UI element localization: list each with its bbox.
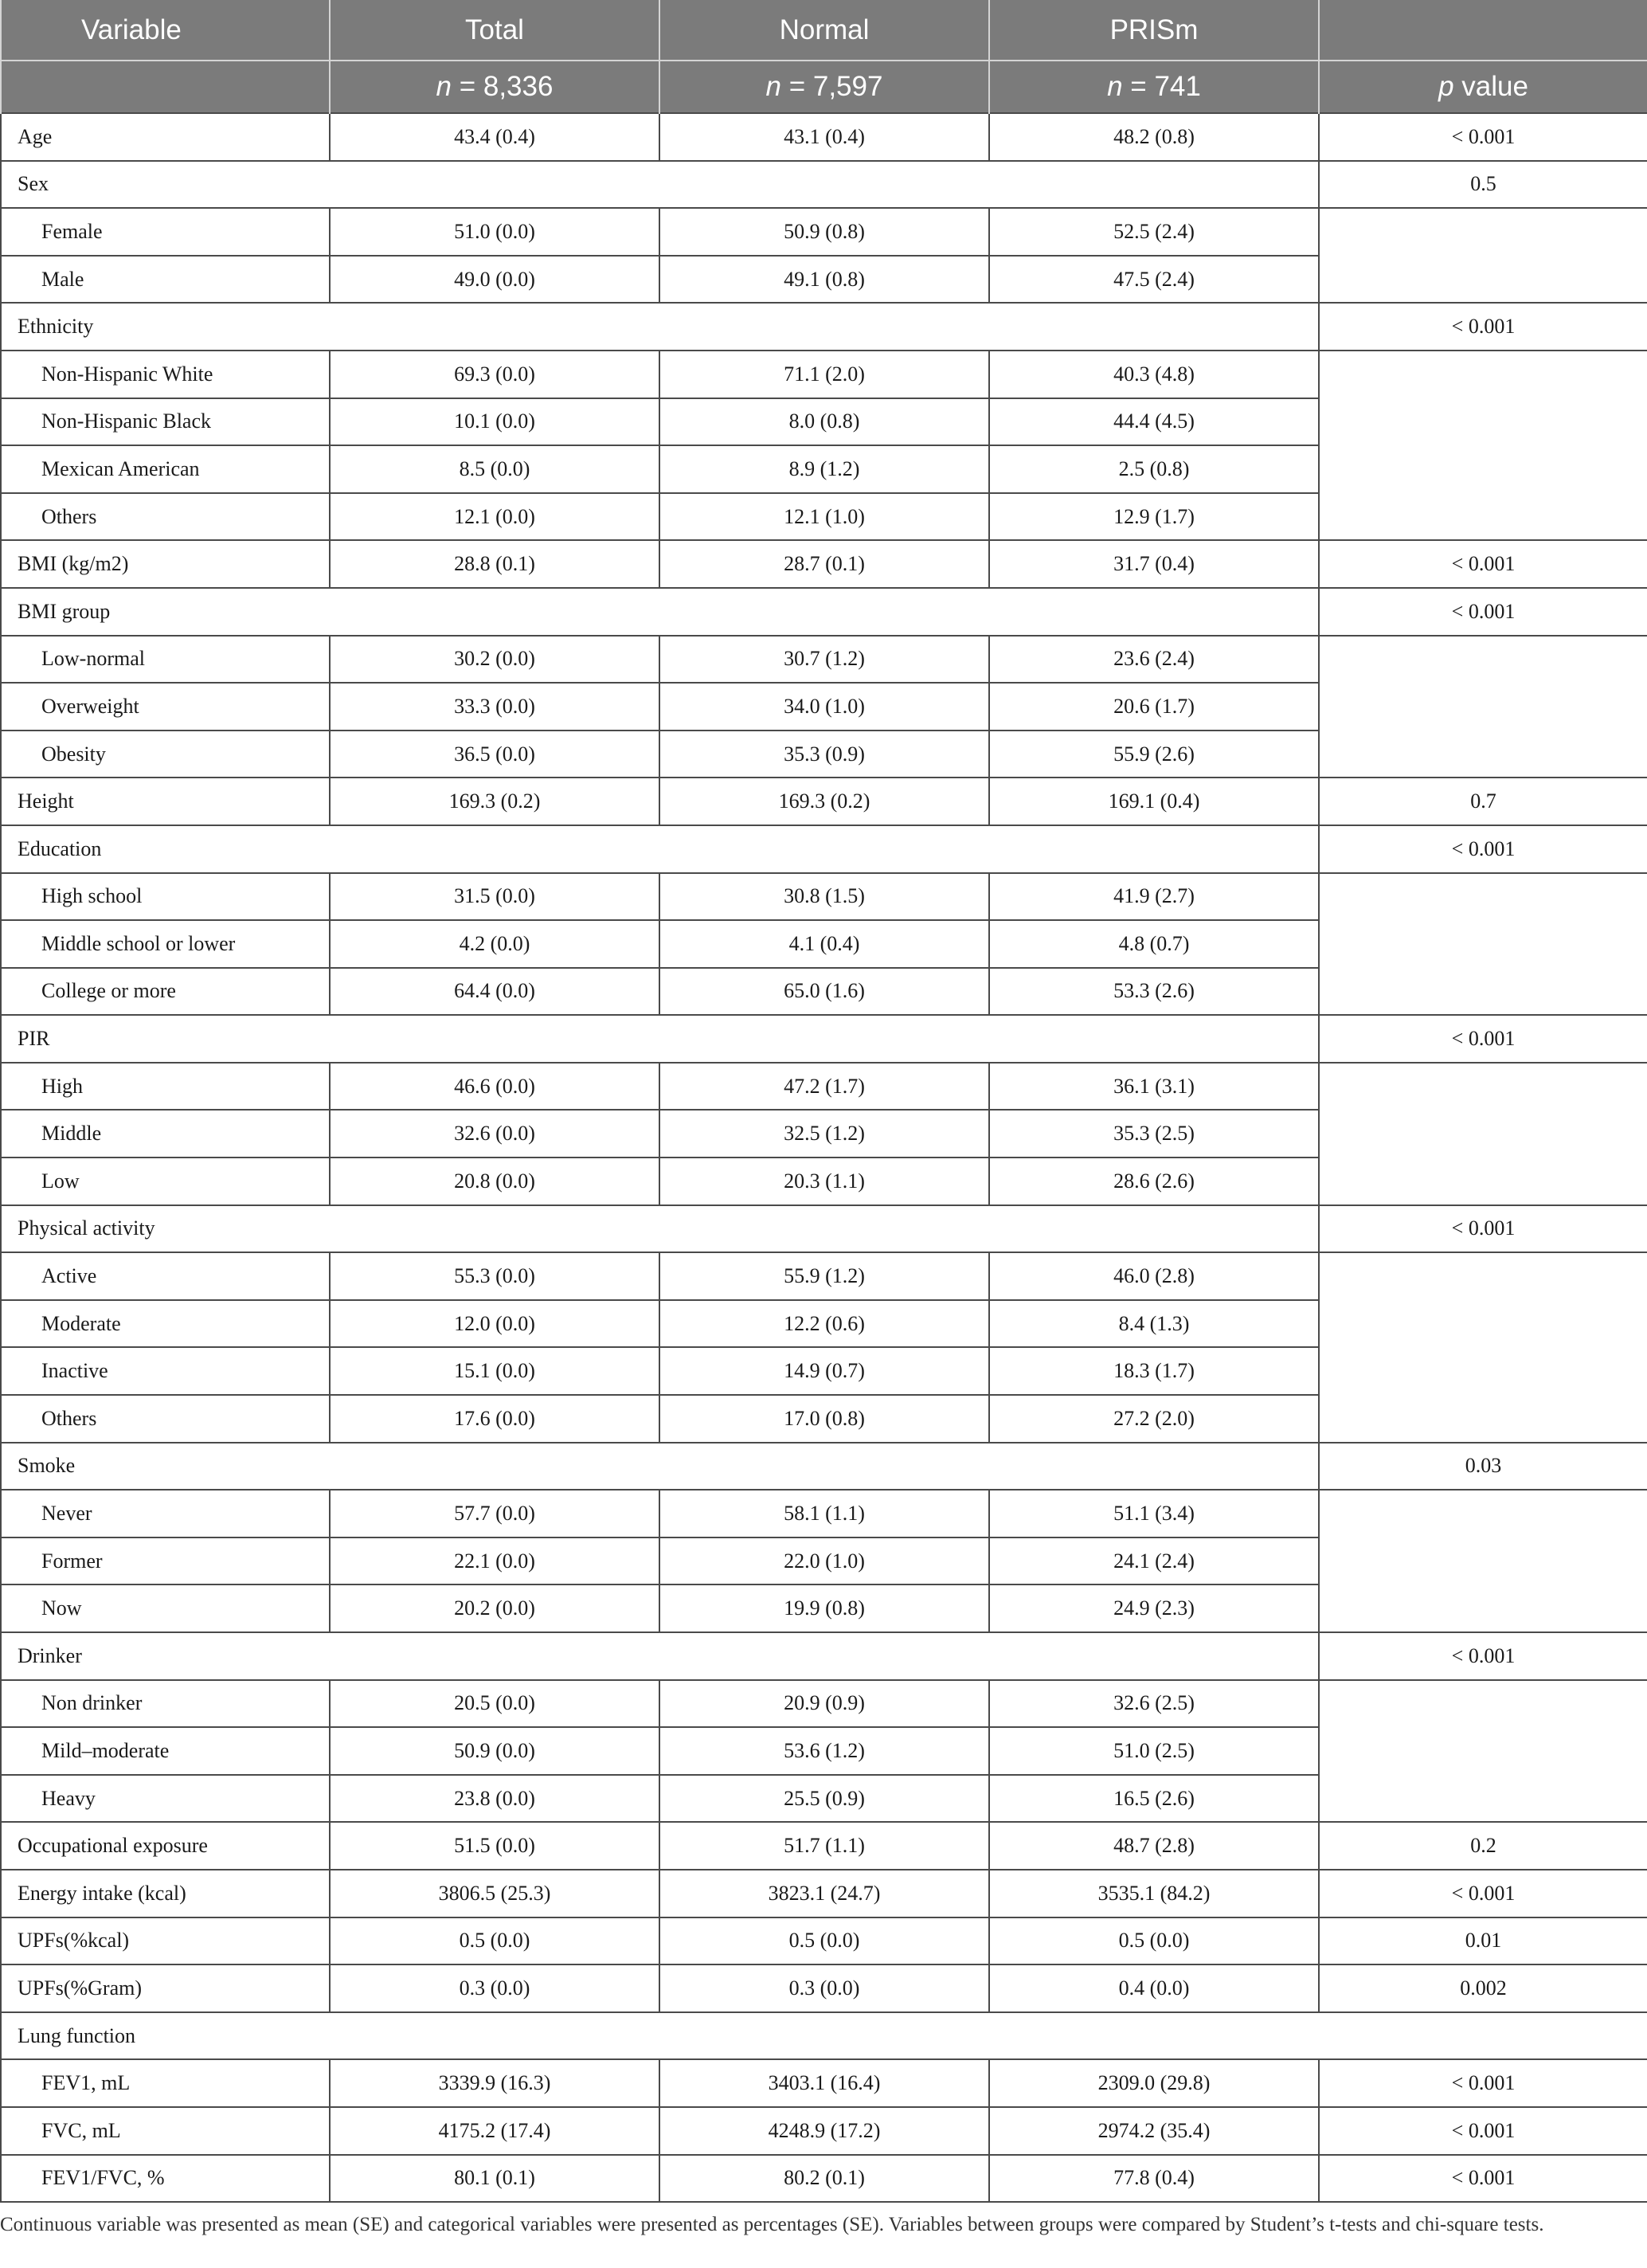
total-cell: 30.2 (0.0) [330,636,659,684]
table-row [1,1110,1647,1158]
row-label: Active [1,1252,330,1300]
p-value-cell: < 0.001 [1319,540,1647,588]
normal-cell: 3823.1 (24.7) [659,1870,989,1917]
total-cell: 17.6 (0.0) [330,1395,659,1443]
group-spacer [330,1015,1319,1063]
table-row [1,1964,1647,2012]
normal-cell: 8.0 (0.8) [659,398,989,446]
table-row [1,540,1647,588]
total-cell: 3339.9 (16.3) [330,2059,659,2107]
normal-cell: 32.5 (1.2) [659,1110,989,1158]
table-row [1,303,1647,351]
table-row [1,1158,1647,1205]
row-label: Male [1,256,330,304]
normal-cell: 17.0 (0.8) [659,1395,989,1443]
table-row [1,113,1647,161]
table-row [1,1727,1647,1775]
total-cell: 32.6 (0.0) [330,1110,659,1158]
row-label: UPFs(%Gram) [1,1964,330,2012]
normal-cell: 169.3 (0.2) [659,778,989,825]
table-row [1,161,1647,209]
subheader-blank [1,61,330,113]
n-value: = 8,336 [451,71,554,102]
prism-cell: 16.5 (2.6) [989,1775,1319,1823]
p-value-cell-empty [1319,256,1647,304]
table-row [1,1443,1647,1490]
total-cell: 20.2 (0.0) [330,1584,659,1632]
p-value-cell-empty [1319,1395,1647,1443]
normal-cell: 47.2 (1.7) [659,1063,989,1110]
prism-cell: 2309.0 (29.8) [989,2059,1319,2107]
header-variable: Variable [1,0,330,61]
p-value-cell: < 0.001 [1319,113,1647,161]
row-label: Height [1,778,330,825]
row-label: BMI group [1,588,330,636]
prism-cell: 0.4 (0.0) [989,1964,1319,2012]
row-label: Non drinker [1,1680,330,1728]
table-row [1,1205,1647,1253]
prism-cell: 31.7 (0.4) [989,540,1319,588]
p-value-cell-empty [1319,1775,1647,1823]
table-row [1,2059,1647,2107]
p-value-cell: 0.03 [1319,1443,1647,1490]
row-label: Low [1,1158,330,1205]
row-label: Moderate [1,1300,330,1348]
row-label: BMI (kg/m2) [1,540,330,588]
row-label: Energy intake (kcal) [1,1870,330,1917]
normal-cell: 43.1 (0.4) [659,113,989,161]
prism-cell: 41.9 (2.7) [989,873,1319,921]
row-label: Overweight [1,683,330,731]
total-cell: 36.5 (0.0) [330,731,659,778]
p-value-cell: 0.2 [1319,1822,1647,1870]
normal-cell: 4248.9 (17.2) [659,2107,989,2155]
normal-cell: 4.1 (0.4) [659,920,989,968]
row-label: Age [1,113,330,161]
normal-cell: 50.9 (0.8) [659,208,989,256]
n-symbol: n [765,71,781,102]
header-prism: PRISm [989,0,1319,61]
prism-cell: 24.9 (2.3) [989,1584,1319,1632]
p-value-cell: < 0.001 [1319,303,1647,351]
table-row [1,445,1647,493]
row-label: High [1,1063,330,1110]
p-value-cell-empty [1319,920,1647,968]
total-cell: 22.1 (0.0) [330,1537,659,1585]
p-value-cell-empty [1319,1680,1647,1728]
group-spacer [330,1632,1319,1680]
n-symbol: n [1107,71,1123,102]
row-label: UPFs(%kcal) [1,1917,330,1965]
row-label: College or more [1,968,330,1016]
p-value-cell-empty [1319,636,1647,684]
row-label: FEV1/FVC, % [1,2155,330,2203]
normal-cell: 22.0 (1.0) [659,1537,989,1585]
total-cell: 3806.5 (25.3) [330,1870,659,1917]
row-label: Others [1,493,330,541]
row-label: PIR [1,1015,330,1063]
p-value-cell-empty [1319,1252,1647,1300]
prism-cell: 24.1 (2.4) [989,1537,1319,1585]
table-row [1,2107,1647,2155]
p-value-cell-empty [1319,208,1647,256]
normal-cell: 25.5 (0.9) [659,1775,989,1823]
total-cell: 49.0 (0.0) [330,256,659,304]
prism-cell: 3535.1 (84.2) [989,1870,1319,1917]
group-spacer [330,1205,1319,1253]
table-row [1,1252,1647,1300]
p-value-cell-empty [1319,493,1647,541]
prism-cell: 52.5 (2.4) [989,208,1319,256]
normal-cell: 20.3 (1.1) [659,1158,989,1205]
p-symbol: p [1438,71,1454,102]
row-label: Occupational exposure [1,1822,330,1870]
normal-cell: 28.7 (0.1) [659,540,989,588]
row-label: Drinker [1,1632,330,1680]
header-blank [1319,0,1647,61]
total-cell: 4.2 (0.0) [330,920,659,968]
prism-cell: 4.8 (0.7) [989,920,1319,968]
prism-cell: 51.0 (2.5) [989,1727,1319,1775]
p-value-cell: 0.5 [1319,161,1647,209]
p-value-cell: 0.01 [1319,1917,1647,1965]
normal-cell: 49.1 (0.8) [659,256,989,304]
row-label: FEV1, mL [1,2059,330,2107]
table-row [1,1917,1647,1965]
normal-cell: 8.9 (1.2) [659,445,989,493]
prism-cell: 46.0 (2.8) [989,1252,1319,1300]
total-cell: 51.0 (0.0) [330,208,659,256]
table-body [1,113,1647,2202]
total-cell: 46.6 (0.0) [330,1063,659,1110]
normal-cell: 12.2 (0.6) [659,1300,989,1348]
total-cell: 8.5 (0.0) [330,445,659,493]
prism-cell: 36.1 (3.1) [989,1063,1319,1110]
row-label: Middle [1,1110,330,1158]
row-label: Mexican American [1,445,330,493]
table-row [1,1300,1647,1348]
normal-cell: 0.5 (0.0) [659,1917,989,1965]
table-row [1,256,1647,304]
table-row [1,1632,1647,1680]
total-cell: 20.8 (0.0) [330,1158,659,1205]
row-label: Non-Hispanic White [1,351,330,398]
subheader-normal-n [659,61,989,113]
row-label: Sex [1,161,330,209]
normal-cell: 55.9 (1.2) [659,1252,989,1300]
prism-cell: 35.3 (2.5) [989,1110,1319,1158]
table-row [1,778,1647,825]
row-label: Lung function [1,2012,1647,2060]
table-row [1,873,1647,921]
row-label: Inactive [1,1347,330,1395]
table-row [1,920,1647,968]
prism-cell: 23.6 (2.4) [989,636,1319,684]
p-value-cell-empty [1319,1584,1647,1632]
row-label: Obesity [1,731,330,778]
table-row [1,351,1647,398]
prism-cell: 27.2 (2.0) [989,1395,1319,1443]
p-value-cell: < 0.001 [1319,2107,1647,2155]
table-header [1,0,1647,113]
p-value-cell-empty [1319,1300,1647,1348]
table-row [1,731,1647,778]
normal-cell: 80.2 (0.1) [659,2155,989,2203]
p-value-cell: 0.002 [1319,1964,1647,2012]
table-row [1,1395,1647,1443]
total-cell: 15.1 (0.0) [330,1347,659,1395]
table-row [1,1490,1647,1537]
p-value-cell: < 0.001 [1319,2155,1647,2203]
total-cell: 55.3 (0.0) [330,1252,659,1300]
table-row [1,1680,1647,1728]
normal-cell: 35.3 (0.9) [659,731,989,778]
p-value-cell-empty [1319,683,1647,731]
normal-cell: 65.0 (1.6) [659,968,989,1016]
p-label: value [1453,71,1528,102]
group-spacer [330,303,1319,351]
normal-cell: 53.6 (1.2) [659,1727,989,1775]
total-cell: 0.5 (0.0) [330,1917,659,1965]
prism-cell: 51.1 (3.4) [989,1490,1319,1537]
prism-cell: 32.6 (2.5) [989,1680,1319,1728]
row-label: Middle school or lower [1,920,330,968]
prism-cell: 53.3 (2.6) [989,968,1319,1016]
table-row [1,398,1647,446]
p-value-cell-empty [1319,351,1647,398]
table-row [1,2012,1647,2060]
p-value-cell: < 0.001 [1319,1205,1647,1253]
table-row [1,1775,1647,1823]
p-value-cell: < 0.001 [1319,825,1647,873]
table-row [1,208,1647,256]
normal-cell: 30.7 (1.2) [659,636,989,684]
p-value-cell: < 0.001 [1319,2059,1647,2107]
total-cell: 12.0 (0.0) [330,1300,659,1348]
subheader-total-n [330,61,659,113]
prism-cell: 55.9 (2.6) [989,731,1319,778]
p-value-cell-empty [1319,968,1647,1016]
header-total: Total [330,0,659,61]
p-value-cell-empty [1319,1158,1647,1205]
total-cell: 64.4 (0.0) [330,968,659,1016]
prism-cell: 8.4 (1.3) [989,1300,1319,1348]
table-row [1,1015,1647,1063]
prism-cell: 20.6 (1.7) [989,683,1319,731]
table-row [1,1584,1647,1632]
prism-cell: 40.3 (4.8) [989,351,1319,398]
prism-cell: 48.2 (0.8) [989,113,1319,161]
n-value: = 7,597 [780,71,883,102]
total-cell: 12.1 (0.0) [330,493,659,541]
normal-cell: 20.9 (0.9) [659,1680,989,1728]
total-cell: 31.5 (0.0) [330,873,659,921]
row-label: Low-normal [1,636,330,684]
group-spacer [330,588,1319,636]
p-value-cell-empty [1319,1490,1647,1537]
row-label: High school [1,873,330,921]
total-cell: 80.1 (0.1) [330,2155,659,2203]
p-value-cell-empty [1319,873,1647,921]
row-label: Never [1,1490,330,1537]
row-label: Former [1,1537,330,1585]
p-value-cell-empty [1319,398,1647,446]
total-cell: 69.3 (0.0) [330,351,659,398]
table-row [1,1870,1647,1917]
normal-cell: 30.8 (1.5) [659,873,989,921]
p-value-cell-empty [1319,731,1647,778]
normal-cell: 0.3 (0.0) [659,1964,989,2012]
total-cell: 23.8 (0.0) [330,1775,659,1823]
prism-cell: 44.4 (4.5) [989,398,1319,446]
row-label: Heavy [1,1775,330,1823]
total-cell: 10.1 (0.0) [330,398,659,446]
p-value-cell-empty [1319,1347,1647,1395]
prism-cell: 169.1 (0.4) [989,778,1319,825]
table-row [1,968,1647,1016]
p-value-cell: < 0.001 [1319,1632,1647,1680]
normal-cell: 3403.1 (16.4) [659,2059,989,2107]
table-row [1,1822,1647,1870]
total-cell: 50.9 (0.0) [330,1727,659,1775]
prism-cell: 2.5 (0.8) [989,445,1319,493]
table-row [1,1347,1647,1395]
n-value: = 741 [1122,71,1201,102]
prism-cell: 18.3 (1.7) [989,1347,1319,1395]
total-cell: 20.5 (0.0) [330,1680,659,1728]
p-value-cell-empty [1319,1063,1647,1110]
total-cell: 4175.2 (17.4) [330,2107,659,2155]
total-cell: 0.3 (0.0) [330,1964,659,2012]
row-label: FVC, mL [1,2107,330,2155]
total-cell: 28.8 (0.1) [330,540,659,588]
p-value-cell: 0.7 [1319,778,1647,825]
group-spacer [330,161,1319,209]
prism-cell: 2974.2 (35.4) [989,2107,1319,2155]
row-label: Smoke [1,1443,330,1490]
p-value-cell-empty [1319,1537,1647,1585]
prism-cell: 77.8 (0.4) [989,2155,1319,2203]
total-cell: 43.4 (0.4) [330,113,659,161]
table-row [1,588,1647,636]
subheader-prism-n [989,61,1319,113]
row-label: Others [1,1395,330,1443]
prism-cell: 12.9 (1.7) [989,493,1319,541]
table-row [1,636,1647,684]
p-value-cell: < 0.001 [1319,1870,1647,1917]
total-cell: 33.3 (0.0) [330,683,659,731]
table-row [1,683,1647,731]
table-footnote: Continuous variable was presented as mean (SE) and categorical variables were presented as percentages (SE). Variables between groups were compared by Student’s t-tests and chi-square tests. [0,2214,1544,2235]
prism-cell: 28.6 (2.6) [989,1158,1319,1205]
row-label: Now [1,1584,330,1632]
row-label: Education [1,825,330,873]
prism-cell: 48.7 (2.8) [989,1822,1319,1870]
normal-cell: 12.1 (1.0) [659,493,989,541]
total-cell: 169.3 (0.2) [330,778,659,825]
prism-cell: 0.5 (0.0) [989,1917,1319,1965]
header-normal: Normal [659,0,989,61]
group-spacer [330,1443,1319,1490]
total-cell: 57.7 (0.0) [330,1490,659,1537]
subheader-p-value [1319,61,1647,113]
normal-cell: 34.0 (1.0) [659,683,989,731]
total-cell: 51.5 (0.0) [330,1822,659,1870]
table-row [1,1063,1647,1110]
normal-cell: 19.9 (0.8) [659,1584,989,1632]
p-value-cell: < 0.001 [1319,588,1647,636]
table-row [1,2155,1647,2203]
row-label: Physical activity [1,1205,330,1253]
row-label: Female [1,208,330,256]
prism-cell: 47.5 (2.4) [989,256,1319,304]
normal-cell: 58.1 (1.1) [659,1490,989,1537]
normal-cell: 14.9 (0.7) [659,1347,989,1395]
n-symbol: n [436,71,452,102]
table-row [1,1537,1647,1585]
table-row [1,493,1647,541]
row-label: Mild–moderate [1,1727,330,1775]
row-label: Non-Hispanic Black [1,398,330,446]
p-value-cell-empty [1319,1727,1647,1775]
p-value-cell: < 0.001 [1319,1015,1647,1063]
p-value-cell-empty [1319,445,1647,493]
normal-cell: 71.1 (2.0) [659,351,989,398]
p-value-cell-empty [1319,1110,1647,1158]
row-label: Ethnicity [1,303,330,351]
table-row [1,825,1647,873]
normal-cell: 51.7 (1.1) [659,1822,989,1870]
group-spacer [330,825,1319,873]
